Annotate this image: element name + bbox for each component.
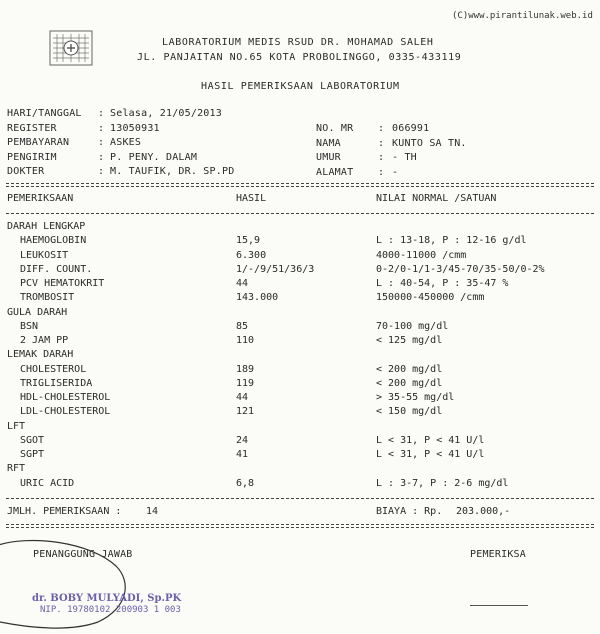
patient-label: ALAMAT	[316, 166, 354, 178]
patient-label: NO. MR	[316, 123, 354, 134]
exam-result: 121	[236, 406, 255, 418]
signer-nip: NIP. 19780102 200903 1 003	[40, 605, 181, 615]
patient-sep: :	[98, 166, 105, 177]
exam-normal: < 200 mg/dl	[376, 363, 443, 375]
patient-label: REGISTER	[7, 122, 57, 134]
divider	[6, 524, 594, 525]
table-row	[0, 391, 600, 405]
exam-result: 143.000	[236, 292, 279, 304]
patient-value: M. TAUFIK, DR. SP.PD	[110, 166, 235, 177]
table-group-row	[0, 348, 600, 362]
report-title: HASIL PEMERIKSAAN LABORATORIUM	[201, 81, 400, 92]
exam-name: LDL-CHOLESTEROL	[20, 406, 111, 418]
exam-name: RFT	[7, 463, 26, 475]
exam-result: 15,9	[236, 235, 261, 247]
table-group-row	[0, 306, 600, 320]
patient-value: -	[392, 166, 399, 178]
exam-result: 119	[236, 377, 255, 389]
exam-result: 44	[236, 392, 249, 403]
divider	[6, 498, 594, 499]
table-row	[0, 434, 600, 448]
table-row	[0, 405, 600, 419]
table-header	[0, 192, 600, 206]
patient-value: P. PENY. DALAM	[110, 151, 198, 163]
table-row	[0, 249, 600, 263]
table-group-row	[0, 420, 600, 434]
table-group-row	[0, 462, 600, 476]
patient-label: DOKTER	[7, 166, 45, 177]
patient-sep: :	[98, 122, 105, 134]
exam-name: LEUKOSIT	[20, 249, 69, 261]
patient-sep: :	[378, 137, 385, 149]
patient-label: UMUR	[316, 152, 341, 163]
patient-value: 13050931	[110, 122, 160, 134]
exam-normal: L < 31, P < 41 U/l	[376, 434, 485, 446]
cost-label: BIAYA : Rp.	[376, 506, 443, 517]
exam-result: 85	[236, 320, 249, 332]
divider	[6, 183, 594, 184]
exam-name: HAEMOGLOBIN	[20, 235, 87, 247]
exam-name: DIFF. COUNT.	[20, 263, 93, 275]
patient-sep: :	[378, 123, 385, 134]
exam-normal: 4000-11000 /cmm	[376, 249, 467, 261]
patient-sep: :	[98, 151, 105, 163]
examiner-signature-line	[470, 605, 528, 606]
exam-normal: 70-100 mg/dl	[376, 320, 449, 332]
exam-result: 189	[236, 363, 255, 375]
exam-result: 110	[236, 335, 255, 346]
exam-name: GULA DARAH	[7, 306, 68, 318]
examiner-label: PEMERIKSA	[470, 549, 526, 560]
exam-name: 2 JAM PP	[20, 335, 69, 346]
responsible-label: PENANGGUNG JAWAB	[33, 549, 133, 560]
lab-name: LABORATORIUM MEDIS RSUD DR. MOHAMAD SALEH	[162, 37, 434, 48]
patient-value: Selasa, 21/05/2013	[110, 108, 222, 119]
exam-name: DARAH LENGKAP	[7, 221, 86, 232]
table-group-row	[0, 220, 600, 234]
exam-name: LFT	[7, 420, 26, 432]
patient-sep: :	[378, 166, 385, 178]
exam-normal: > 35-55 mg/dl	[376, 392, 455, 403]
patient-label: PEMBAYARAN	[7, 137, 70, 148]
copyright-notice: (C)www.pirantilunak.web.id	[452, 11, 593, 21]
signer-name: dr. BOBY MULYADI, Sp.PK	[32, 593, 182, 604]
exam-result: 41	[236, 449, 249, 460]
exam-normal: 150000-450000 /cmm	[376, 292, 485, 304]
lab-address: JL. PANJAITAN NO.65 KOTA PROBOLINGGO, 0335-433119	[137, 52, 462, 63]
exam-name: URIC ACID	[20, 477, 75, 489]
exam-result: 24	[236, 434, 249, 446]
exam-normal: L < 31, P < 41 U/l	[376, 449, 485, 460]
patient-sep: :	[98, 137, 105, 148]
exam-normal: 0-2/0-1/1-3/45-70/35-50/0-2%	[376, 263, 545, 275]
exam-name: TROMBOSIT	[20, 292, 75, 304]
table-row	[0, 448, 600, 462]
table-row	[0, 263, 600, 277]
exam-normal: L : 3-7, P : 2-6 mg/dl	[376, 477, 509, 489]
exam-name: LEMAK DARAH	[7, 349, 74, 361]
patient-value: - TH	[392, 152, 417, 163]
table-row	[0, 363, 600, 377]
exam-name: HDL-CHOLESTEROL	[20, 392, 111, 403]
patient-label: PENGIRIM	[7, 151, 57, 163]
table-row	[0, 234, 600, 248]
exam-name: CHOLESTEROL	[20, 363, 87, 375]
exam-result: 6,8	[236, 477, 255, 489]
exam-result: 1/-/9/51/36/3	[236, 263, 315, 275]
exam-normal: < 200 mg/dl	[376, 377, 443, 389]
table-row	[0, 477, 600, 491]
hospital-emblem-icon	[49, 30, 93, 66]
exam-name: SGPT	[20, 449, 45, 460]
exam-name: PCV HEMATOKRIT	[20, 278, 105, 289]
cost-value: 203.000,-	[456, 506, 511, 517]
header-normal: NILAI NORMAL /SATUAN	[376, 193, 497, 204]
divider	[6, 186, 594, 187]
summary-row	[0, 505, 600, 519]
count-value: 14	[146, 506, 159, 517]
table-row	[0, 377, 600, 391]
header-exam: PEMERIKSAAN	[7, 193, 74, 204]
patient-label: NAMA	[316, 137, 341, 149]
exam-normal: < 125 mg/dl	[376, 335, 443, 346]
exam-result: 6.300	[236, 249, 267, 261]
exam-result: 44	[236, 278, 249, 289]
table-row	[0, 334, 600, 348]
patient-sep: :	[98, 108, 105, 119]
patient-value: KUNTO SA TN.	[392, 137, 467, 149]
exam-name: BSN	[20, 320, 39, 332]
exam-name: SGOT	[20, 434, 45, 446]
exam-normal: L : 40-54, P : 35-47 %	[376, 278, 509, 289]
divider	[6, 213, 594, 214]
exam-normal: L : 13-18, P : 12-16 g/dl	[376, 235, 527, 247]
table-row	[0, 320, 600, 334]
patient-value: ASKES	[110, 137, 142, 148]
divider	[6, 527, 594, 528]
table-row	[0, 277, 600, 291]
patient-label: HARI/TANGGAL	[7, 108, 82, 119]
count-label: JMLH. PEMERIKSAAN :	[7, 506, 122, 517]
patient-sep: :	[378, 152, 385, 163]
table-row	[0, 291, 600, 305]
header-result: HASIL	[236, 193, 267, 204]
patient-value: 066991	[392, 123, 430, 134]
exam-normal: < 150 mg/dl	[376, 406, 443, 418]
exam-name: TRIGLISERIDA	[20, 377, 93, 389]
